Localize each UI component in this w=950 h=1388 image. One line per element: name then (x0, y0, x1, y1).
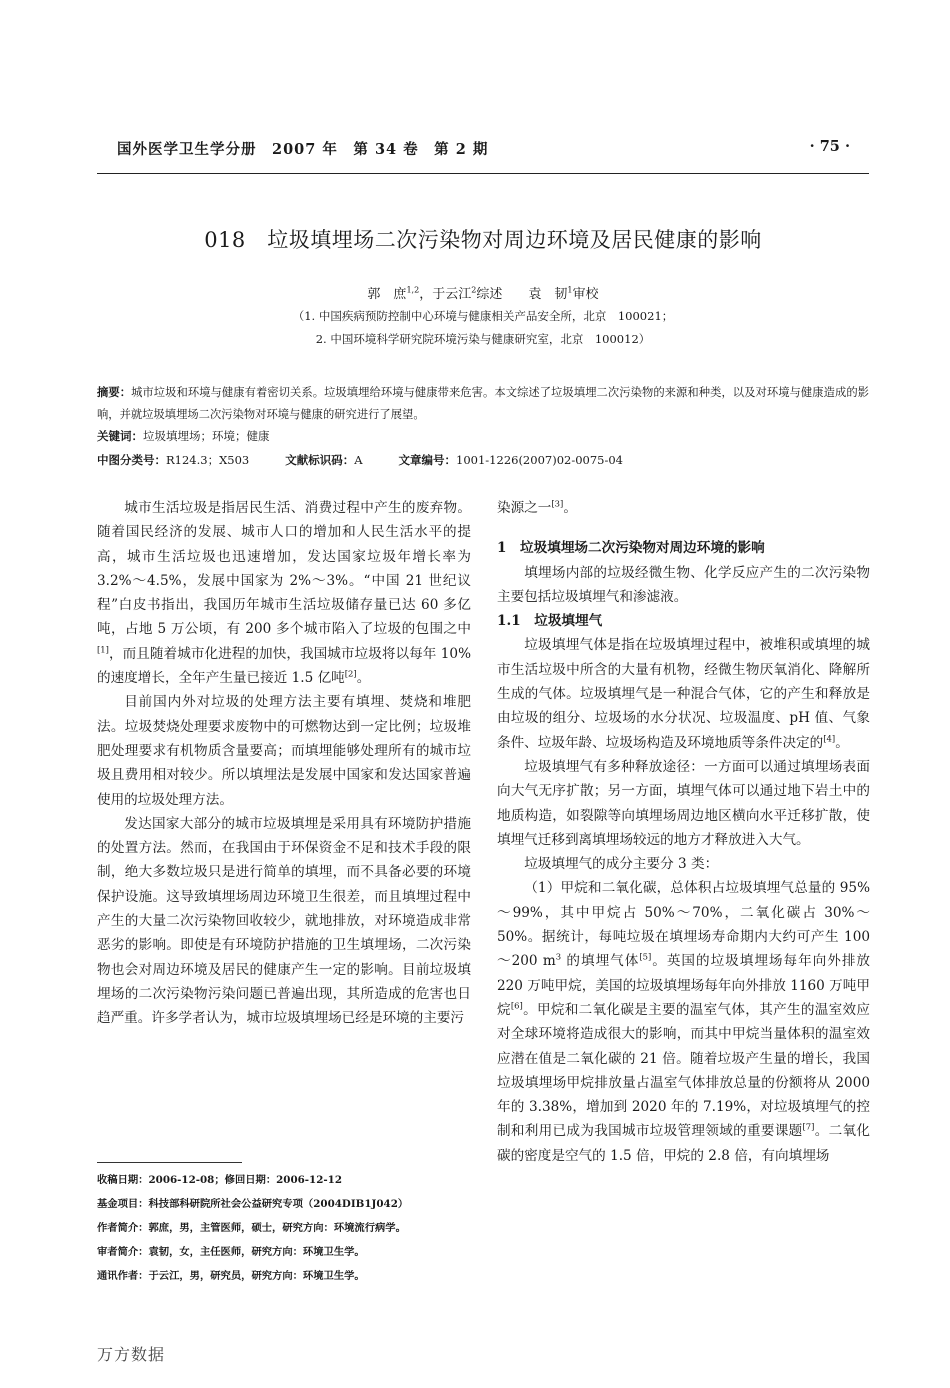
paragraph: 目前国内外对垃圾的处理方法主要有填埋、焚烧和堆肥法。垃圾焚烧处理要求废物中的可燃物达到一定比例；垃圾堆肥处理要求有机物质含量要高；而填埋能够处理所有的城市垃圾且费用相对较少。所以填埋法是发展中国家和发达国家普遍使用的垃圾处理方法。 (97, 694, 471, 808)
page-number: · 75 · (809, 138, 850, 155)
citation: [7] (802, 1121, 815, 1132)
paragraph: 城市生活垃圾是指居民生活、消费过程中产生的废弃物。随着国民经济的发展、城市人口的增加和人民生活水平的提高，城市生活垃圾也迅速增加，发达国家垃圾年增长率为 3.2%～4.5%，发展中国家为 2%～3%。“中国 21 世纪议程”白皮书指出，我国历年城市生活垃圾储存量已达 60 多亿吨，占地 5 万公顷，有 200 多个城市陷入了垃圾的包围之中[1]，而且随着城市化进程的加快，我国城市垃圾将以每年 10% 的速度增长，全年产生量已接近 1.5 亿吨[2]。 (97, 500, 471, 687)
footnote-funding: 基金项目：科技部科研院所社会公益研究专项（2004DIB1J042） (97, 1198, 409, 1210)
article-number-label: 文章编号： (398, 453, 457, 467)
abstract-text: 城市垃圾和环境与健康有着密切关系。垃圾填埋给环境与健康带来危害。本文综述了垃圾填埋二次污染物的来源和种类，以及对环境与健康造成的影响，并就垃圾填埋场二次污染物对环境与健康的研究进行了展望。 (97, 386, 869, 421)
citation: [6] (510, 1000, 523, 1011)
abstract-label: 摘要： (97, 385, 132, 399)
doc-code-value: A (354, 453, 363, 467)
header-rule (97, 173, 869, 174)
citation: [1] (97, 644, 109, 655)
left-column (97, 496, 471, 1031)
footnote-corresponding: 通讯作者：于云江，男，研究员，研究方向：环境卫生学。 (97, 1270, 365, 1282)
abstract (97, 381, 869, 426)
footnote-author-bio: 作者简介：郭庶，男，主管医师，硕士，研究方向：环境流行病学。 (97, 1222, 406, 1234)
right-column (497, 496, 870, 1168)
affiliation-2: 2. 中国环境科学研究院环境污染与健康研究室，北京 100012） (315, 332, 651, 346)
citation: [3] (551, 498, 564, 509)
paragraph: 染源之一[3]。 (497, 498, 577, 516)
paragraph: 填埋场内部的垃圾经微生物、化学反应产生的二次污染物主要包括垃圾填埋气和渗滤液。 (497, 564, 870, 605)
paragraph: 垃圾填埋气的成分主要分 3 类： (524, 856, 719, 873)
clc-value: R124.3；X503 (166, 453, 250, 467)
footnotes (97, 1168, 477, 1288)
journal-header: 国外医学卫生学分册 2007 年 第 34 卷 第 2 期 (117, 141, 489, 158)
author-3-affil: 1 (567, 285, 573, 295)
paragraph: （1）甲烷和二氧化碳，总体积占垃圾填埋气总量的 95%～99%，其中甲烷占 50%～70%，二氧化碳占 30%～50%。据统计，每吨垃圾在填埋场寿命期内大约可产生 100～200 $m^3$ 的填埋气体[5]。英国的垃圾填埋场每年向外排放 220 万吨甲烷，美国的垃圾填埋场每年向外排放 1160 万吨甲烷[6]。甲烷和二氧化碳是主要的温室气体，其产生的温室效应对全球环境将造成很大的影响，而其中甲烷当量体积的温室效应潜在值是二氧化碳的 21 倍。随着垃圾产生量的增长，我国垃圾填埋场甲烷排放量占温室气体排放总量的份额将从 2000 年的 3.38%，增加到 2020 年的 7.19%，对垃圾填埋气的控制和利用已成为我国城市垃圾管理领域的重要课题[7]。二氧化碳的密度是空气的 1.5 倍，甲烷的 2.8 倍，有向填埋场 (497, 880, 871, 1164)
footnote-received: 收稿日期：2006-12-08；修回日期：2006-12-12 (97, 1174, 342, 1186)
doc-code-label: 文献标识码： (285, 453, 355, 467)
author-3-role: 审校 (572, 287, 599, 302)
keywords-text: 垃圾填埋场；环境；健康 (143, 429, 270, 443)
clc-label: 中图分类号： (97, 453, 166, 467)
author-3: 袁 韧 (528, 287, 568, 302)
author-2-role: 综述 (476, 287, 529, 302)
superscript: 3 (555, 951, 562, 962)
citation: [2] (344, 668, 357, 679)
paragraph: 垃圾填埋气有多种释放途径：一方面可以通过填埋场表面向大气无序扩散；另一方面，填埋气体可以通过地下岩土中的地质构造，如裂隙等向填埋场周边地区横向水平迁移扩散，使填埋气迁移到离填埋场较远的地方才释放进入大气。 (497, 758, 870, 848)
affiliation-1: （1. 中国疾病预防控制中心环境与健康相关产品安全所，北京 100021； (292, 309, 674, 323)
citation: [4] (823, 733, 836, 744)
subsection-heading: 1.1 垃圾填埋气 (497, 613, 603, 630)
watermark-footer: 万方数据 (97, 1345, 166, 1364)
author-2: ，于云江 (419, 287, 472, 302)
footnote-rule (97, 1162, 242, 1163)
author-1: 郭 庶 (367, 287, 407, 302)
keywords-label: 关键词： (97, 429, 143, 443)
classification-line (97, 452, 623, 468)
paragraph: 垃圾填埋气体是指在垃圾填埋过程中，被堆积或填埋的城市生活垃圾中所含的大量有机物，经微生物厌氧消化、降解所生成的气体。垃圾填埋气是一种混合气体，它的产生和释放是由垃圾的组分、垃圾场的水分状况、垃圾温度、pH 值、气象条件、垃圾年龄、垃圾场构造及环境地质等条件决定的[4]。 (497, 637, 870, 751)
footnote-reviewer-bio: 审者简介：袁韧，女，主任医师，研究方向：环境卫生学。 (97, 1246, 365, 1258)
section-heading: 1 垃圾填埋场二次污染物对周边环境的影响 (497, 540, 765, 557)
author-1-affil: 1,2 (406, 285, 420, 295)
article-title: 018 垃圾填埋场二次污染物对周边环境及居民健康的影响 (204, 228, 762, 252)
author-2-affil: 2 (471, 285, 477, 295)
keywords (97, 428, 270, 444)
article-number-value: 1001-1226(2007)02-0075-04 (456, 453, 623, 467)
citation: [5] (639, 951, 652, 962)
paragraph: 发达国家大部分的城市垃圾填埋是采用具有环境防护措施的处置方法。然而，在我国由于环保资金不足和技术手段的限制，绝大多数垃圾只是进行简单的填埋，而不具备必要的环境保护设施。这导致填埋场周边环境卫生很差，而且填埋过程中产生的大量二次污染物回收较少，就地排放，对环境造成非常恶劣的影响。即使是有环境防护措施的卫生填埋场，二次污染物也会对周边环境及居民的健康产生一定的影响。目前垃圾填埋场的二次污染物污染问题已普遍出现，其所造成的危害也日趋严重。许多学者认为，城市垃圾填埋场已经是环境的主要污 (97, 815, 471, 1027)
author-line (97, 283, 869, 302)
